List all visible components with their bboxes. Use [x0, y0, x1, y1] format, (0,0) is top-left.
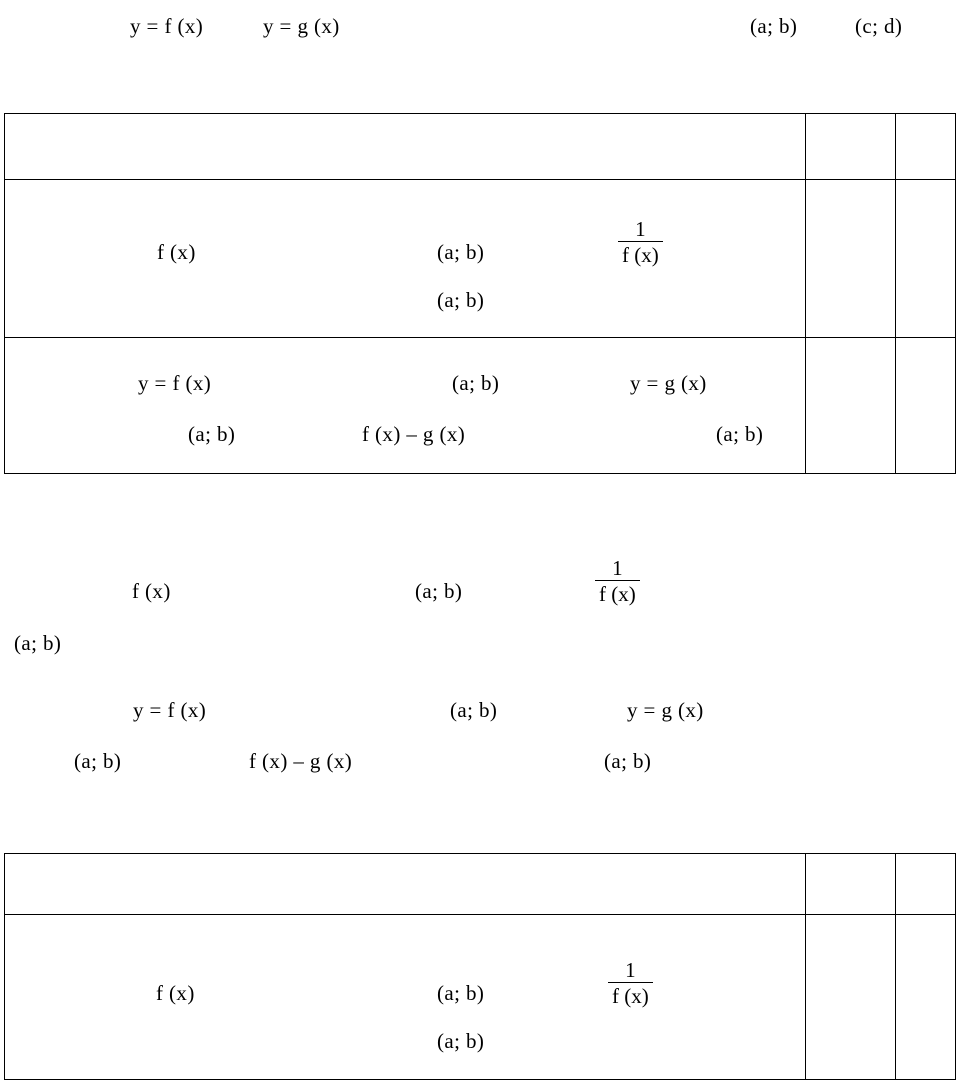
- table-bottom-row1-cell-3: [896, 915, 956, 1080]
- table-row: [5, 338, 956, 474]
- table-row: [5, 180, 956, 338]
- row2-interval-1: (a; b): [452, 371, 500, 395]
- table-top-row2-main-cell: [5, 338, 806, 474]
- fraction-numerator: 1: [612, 556, 623, 580]
- row2-function-f: y = f (x): [138, 371, 212, 395]
- middle-interval-3: (a; b): [450, 698, 498, 722]
- table-bottom: [4, 853, 956, 1080]
- bottom-reciprocal-fraction: [608, 959, 653, 1007]
- row1-interval-2: (a; b): [437, 288, 485, 312]
- middle-function-g: y = g (x): [627, 698, 704, 722]
- fraction-denominator: f (x): [599, 582, 636, 607]
- middle-interval-1: (a; b): [415, 579, 463, 603]
- row2-interval-3: (a; b): [716, 422, 764, 446]
- table-top: [4, 113, 956, 474]
- fraction-numerator: 1: [625, 958, 636, 982]
- bottom-function-label: f (x): [156, 981, 195, 1005]
- row2-interval-2: (a; b): [188, 422, 236, 446]
- middle-function-f: y = f (x): [133, 698, 207, 722]
- middle-interval-2: (a; b): [14, 631, 62, 655]
- middle-function-label: f (x): [132, 579, 171, 603]
- table-row: [5, 854, 956, 915]
- table-top-row2-cell-3: [896, 338, 956, 474]
- row1-interval-1: (a; b): [437, 240, 485, 264]
- table-row: [5, 915, 956, 1080]
- table-top-row2-cell-2: [806, 338, 896, 474]
- table-top-header-cell-3: [896, 114, 956, 180]
- table-bottom-header-cell-1: [5, 854, 806, 915]
- table-row: [5, 114, 956, 180]
- table-top-header-cell-1: [5, 114, 806, 180]
- row2-difference-expression: f (x) – g (x): [362, 422, 466, 446]
- table-top-row1-cell-3: [896, 180, 956, 338]
- row1-reciprocal-fraction: [618, 218, 663, 266]
- table-bottom-row1-main-cell: [5, 915, 806, 1080]
- fraction-denominator: f (x): [622, 243, 659, 268]
- row2-function-g: y = g (x): [630, 371, 707, 395]
- row1-function-label: f (x): [157, 240, 196, 264]
- table-top-row1-main-cell: [5, 180, 806, 338]
- table-bottom-row1-cell-2: [806, 915, 896, 1080]
- header-expression-2: y = g (x): [263, 14, 340, 38]
- header-expression-1: y = f (x): [130, 14, 204, 38]
- table-top-header-cell-2: [806, 114, 896, 180]
- middle-interval-4: (a; b): [74, 749, 122, 773]
- bottom-interval-2: (a; b): [437, 1029, 485, 1053]
- middle-reciprocal-fraction: [595, 557, 640, 605]
- bottom-interval-1: (a; b): [437, 981, 485, 1005]
- table-bottom-header-cell-2: [806, 854, 896, 915]
- middle-interval-5: (a; b): [604, 749, 652, 773]
- table-top-row1-cell-2: [806, 180, 896, 338]
- fraction-denominator: f (x): [612, 984, 649, 1009]
- fraction-numerator: 1: [635, 217, 646, 241]
- middle-difference-expression: f (x) – g (x): [249, 749, 353, 773]
- header-interval-2: (c; d): [855, 14, 903, 38]
- header-interval-1: (a; b): [750, 14, 798, 38]
- table-bottom-header-cell-3: [896, 854, 956, 915]
